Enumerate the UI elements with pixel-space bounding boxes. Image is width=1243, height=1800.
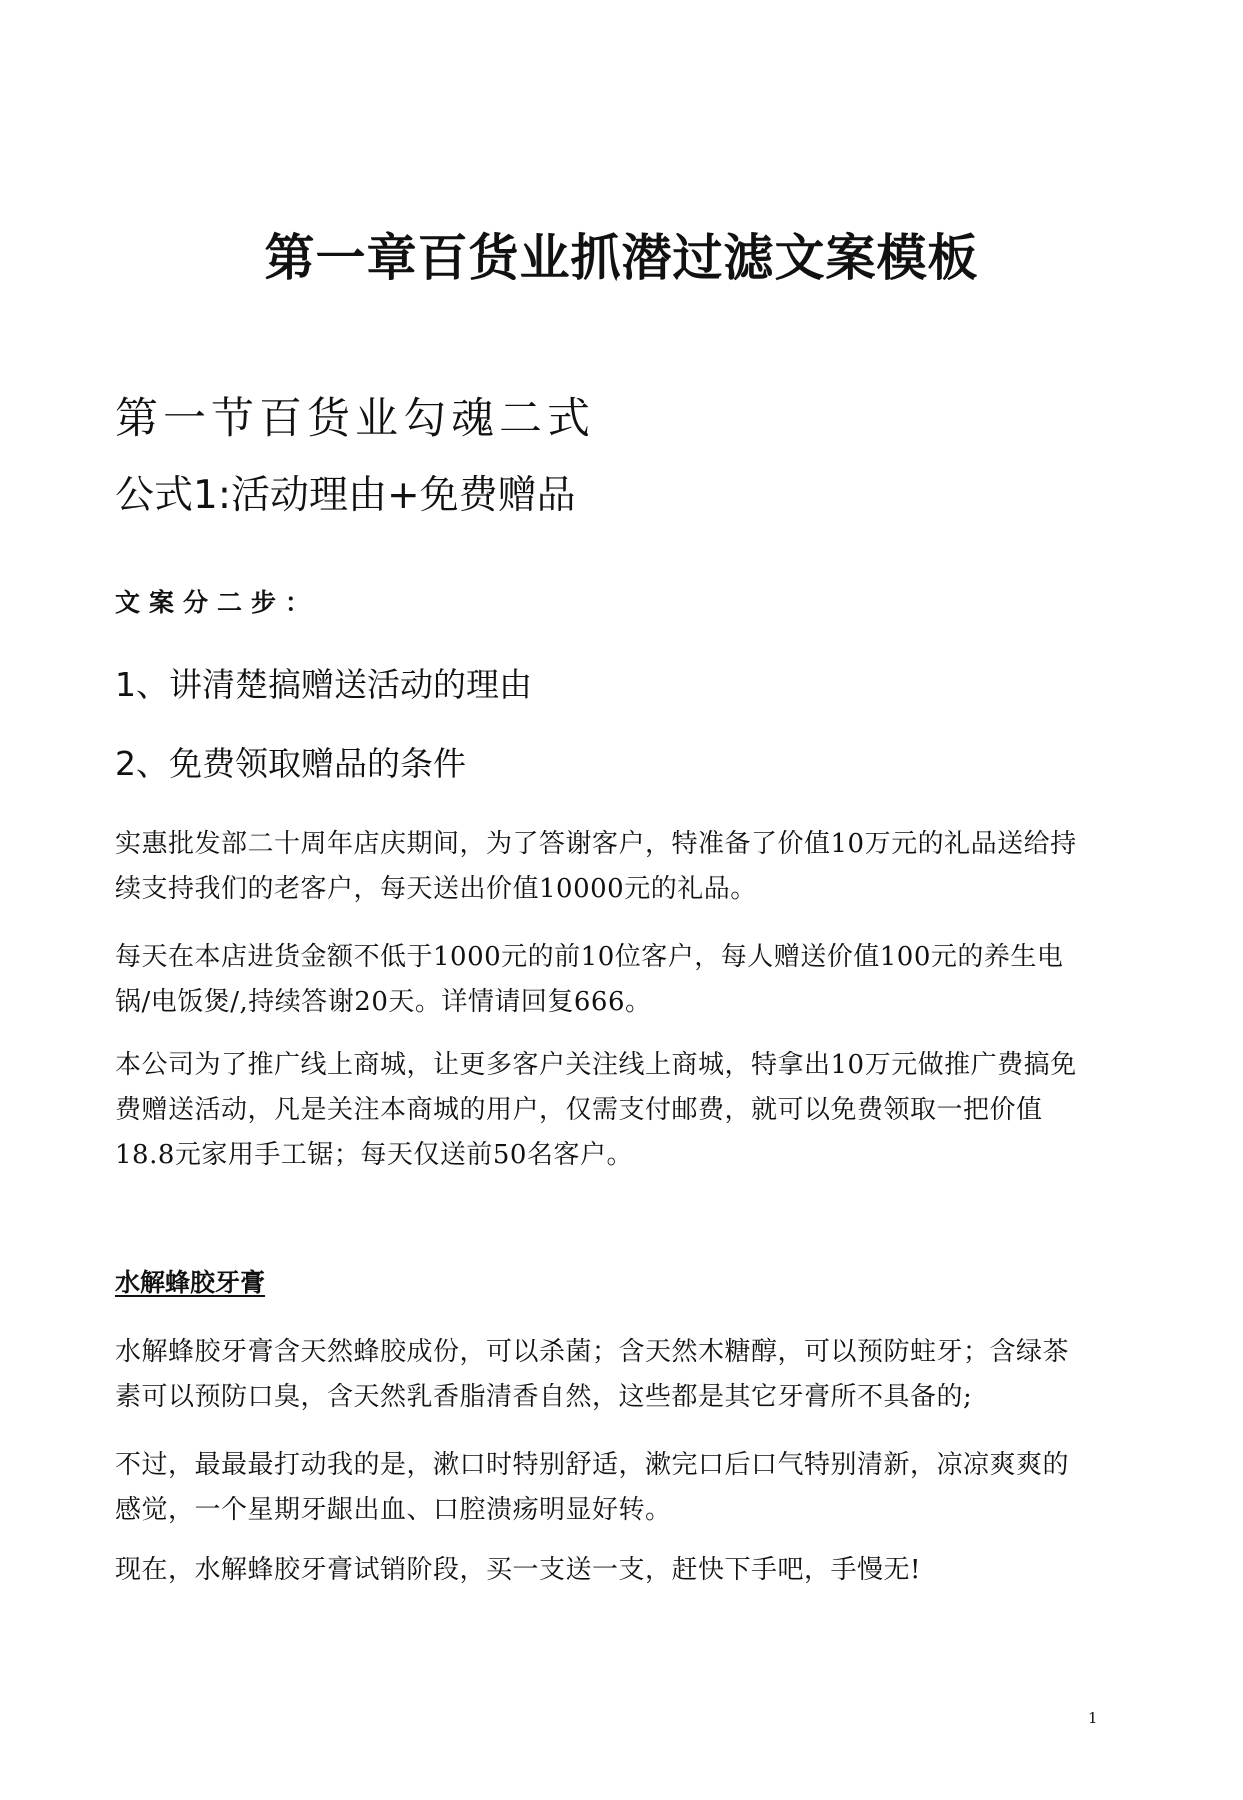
step-item: 2、免费领取赠品的条件 [115, 744, 466, 783]
steps-label: 文案分二步： [115, 588, 320, 617]
chapter-title: 第一章百货业抓潜过滤文案模板 [264, 229, 979, 287]
formula-title: 公式1:活动理由+免费赠品 [115, 473, 576, 518]
product-paragraph: 不过，最最最打动我的是，漱口时特别舒适，漱完口后口气特别清新，凉凉爽爽的感觉，一个星期牙龈出血、口腔溃疡明显好转。 [115, 1450, 1070, 1525]
page-number: 1 [1088, 1709, 1098, 1727]
body-paragraph: 实惠批发部二十周年店庆期间，为了答谢客户，特准备了价值10万元的礼品送给持续支持我们的老客户，每天送出价值10000元的礼品。 [115, 829, 1077, 904]
body-paragraph: 本公司为了推广线上商城，让更多客户关注线上商城，特拿出10万元做推广费搞免费赠送活动，凡是关注本商城的用户，仅需支付邮费，就可以免费领取一把价值18.8元家用手工锯；每天仅送前50名客户。 [115, 1050, 1077, 1170]
product-paragraph: 水解蜂胶牙膏含天然蜂胶成份，可以杀菌；含天然木糖醇，可以预防蛀牙；含绿茶素可以预防口臭，含天然乳香脂清香自然，这些都是其它牙膏所不具备的; [115, 1337, 1070, 1412]
section-title: 第一节百货业勾魂二式 [115, 394, 595, 444]
step-item: 1、讲清楚搞赠送活动的理由 [115, 665, 532, 704]
product-heading: 水解蜂胶牙膏 [115, 1268, 266, 1297]
product-paragraph: 现在，水解蜂胶牙膏试销阶段，买一支送一支，赶快下手吧，手慢无! [115, 1555, 921, 1585]
body-paragraph: 每天在本店进货金额不低于1000元的前10位客户，每人赠送价值100元的养生电锅/电饭煲/,持续答谢20天。详情请回复666。 [115, 942, 1064, 1017]
